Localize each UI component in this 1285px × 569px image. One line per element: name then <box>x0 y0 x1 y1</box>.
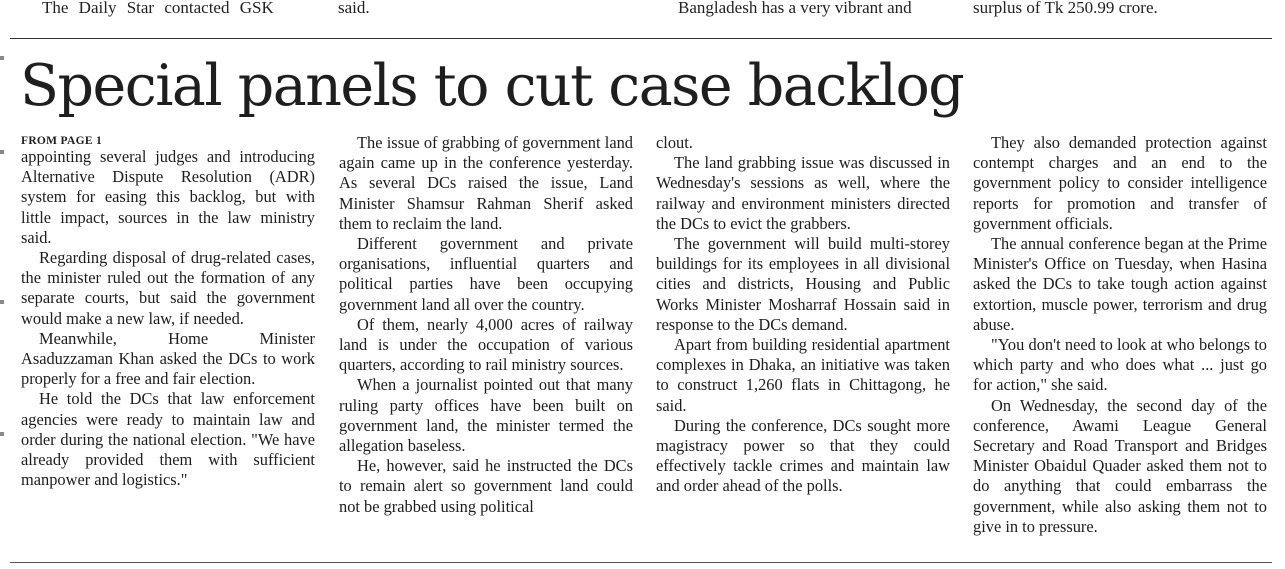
paragraph: clout. <box>656 133 693 152</box>
top-rule <box>10 38 1272 39</box>
margin-crop-mark <box>0 150 4 154</box>
paragraph: Apart from building residential apartment complexes in Dhaka, an initiative was taken to construct 1,260 flats in Chittagong, he said. <box>656 335 950 415</box>
strip-text-4: surplus of Tk 250.99 crore. <box>973 0 1158 17</box>
paragraph: The government will build multi-storey buildings for its employees in all divisional cities and districts, Housing and Public Works Minister Mosharraf Hossain said in response to the DCs demand. <box>656 234 950 334</box>
margin-crop-mark <box>0 432 4 436</box>
article-headline: Special panels to cut case backlog <box>20 53 964 119</box>
continued-from-label: FROM PAGE 1 <box>21 135 103 147</box>
margin-crop-mark <box>0 56 4 60</box>
strip-text-1: The Daily Star contacted GSK <box>42 0 274 17</box>
article-column-2 <box>339 133 633 517</box>
article-column-4 <box>973 133 1267 537</box>
paragraph: Meanwhile, Home Minister Asaduzzaman Khan asked the DCs to work properly for a free and fair election. <box>21 328 315 389</box>
paragraph: appointing several judges and introducing Alternative Dispute Resolution (ADR) system for easing this backlog, but with little impact, sources in the law ministry said. <box>21 147 315 247</box>
bottom-rule <box>10 562 1272 563</box>
strip-text-3: Bangladesh has a very vibrant and <box>678 0 912 17</box>
paragraph: Of them, nearly 4,000 acres of railway land is under the occupation of various quarters, according to rail ministry sources. <box>339 314 633 375</box>
article-column-1 <box>21 133 315 490</box>
paragraph: When a journalist pointed out that many ruling party offices have been built on government land, the minister termed the allegation baseless. <box>339 375 633 456</box>
strip-text-2: said. <box>338 0 370 17</box>
paragraph: "You don't need to look at who belongs to which party and who does what ... just go for action," she said. <box>973 335 1267 395</box>
paragraph: During the conference, DCs sought more magistracy power so that they could effectively tackle crimes and maintain law and order ahead of the polls. <box>656 415 950 496</box>
previous-story-strip <box>0 0 1285 24</box>
paragraph: On Wednesday, the second day of the conference, Awami League General Secretary and Road Transport and Bridges Minister Obaidul Quader asked them not to do anything that could embarrass the government, while also asking them not to give in to pressure. <box>973 395 1267 536</box>
paragraph: He, however, said he instructed the DCs to remain alert so government land could not be grabbed using political <box>339 456 633 516</box>
paragraph: He told the DCs that law enforcement agencies were ready to maintain law and order during the national election. "We have already provided them with sufficient manpower and logistics." <box>21 389 315 490</box>
margin-crop-mark <box>0 300 4 304</box>
paragraph: The annual conference began at the Prime Minister's Office on Tuesday, when Hasina asked the DCs to take tough action against extortion, muscle power, terrorism and drug abuse. <box>973 234 1267 334</box>
paragraph: They also demanded protection against contempt charges and an end to the government policy to consider intelligence reports for promotion and transfer of government officials. <box>973 133 1267 233</box>
paragraph: Different government and private organisations, influential quarters and political parties have been occupying government land all over the country. <box>339 234 633 314</box>
article-column-3 <box>656 133 950 497</box>
paragraph: Regarding disposal of drug-related cases, the minister ruled out the formation of any separate courts, but said the government would make a new law, if needed. <box>21 248 315 328</box>
paragraph: The issue of grabbing of government land again came up in the conference yesterday. As several DCs raised the issue, Land Minister Shamsur Rahman Sherif asked them to reclaim the land. <box>339 133 633 233</box>
paragraph: The land grabbing issue was discussed in Wednesday's sessions as well, where the railway and environment ministers directed the DCs to evict the grabbers. <box>656 153 950 233</box>
